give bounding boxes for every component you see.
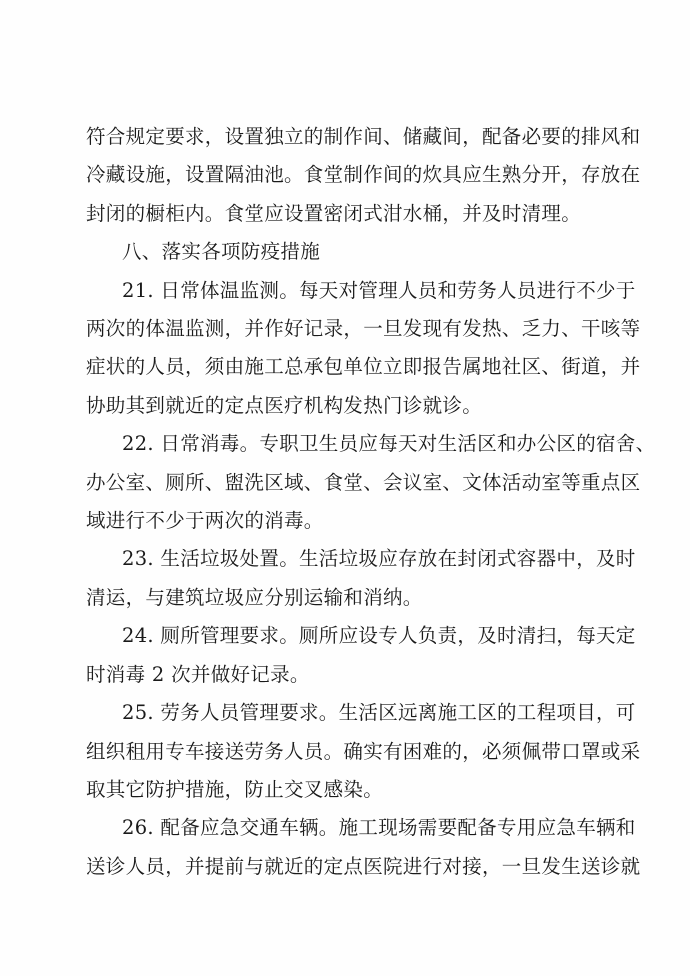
text-line: 封闭的橱柜内。食堂应设置密闭式泔水桶，并及时清理。 [86,201,582,225]
text-line: 域进行不少于两次的消毒。 [86,509,324,533]
paragraph-start-26: 26. 配备应急交通车辆。施工现场需要配备专用应急车辆和 [122,816,636,840]
text-line: 办公室、厕所、盥洗区域、食堂、会议室、文体活动室等重点区 [86,470,641,494]
text-line: 两次的体温监测，并作好记录，一旦发现有发热、乏力、干咳等 [86,317,641,341]
paragraph-start-21: 21. 日常体温监测。每天对管理人员和劳务人员进行不少于 [122,278,636,302]
paragraph-start-24: 24. 厕所管理要求。厕所应设专人负责，及时清扫，每天定 [122,624,636,648]
body-text [86,118,656,886]
section-heading: 八、落实各项防疫措施 [122,240,321,264]
text-line: 协助其到就近的定点医疗机构发热门诊就诊。 [86,393,483,417]
text-line: 症状的人员，须由施工总承包单位立即报告属地社区、街道，并 [86,355,641,379]
text-line: 时消毒 2 次并做好记录。 [86,662,310,686]
paragraph-start-22: 22. 日常消毒。专职卫生员应每天对生活区和办公区的宿舍、 [122,432,656,456]
text-line: 清运，与建筑垃圾应分别运输和消纳。 [86,585,423,609]
text-line: 符合规定要求，设置独立的制作间、储藏间，配备必要的排风和 [86,125,641,148]
text-line: 冷藏设施，设置隔油池。食堂制作间的炊具应生熟分开，存放在 [86,163,641,187]
text-line: 取其它防护措施，防止交叉感染。 [86,777,384,801]
text-line: 送诊人员，并提前与就近的定点医院进行对接，一旦发生送诊就 [86,854,641,878]
paragraph-start-23: 23. 生活垃圾处置。生活垃圾应存放在封闭式容器中，及时 [122,547,636,571]
paragraph-start-25: 25. 劳务人员管理要求。生活区远离施工区的工程项目，可 [122,701,636,725]
text-line: 组织租用专车接送劳务人员。确实有困难的，必须佩带口罩或采 [86,739,641,763]
